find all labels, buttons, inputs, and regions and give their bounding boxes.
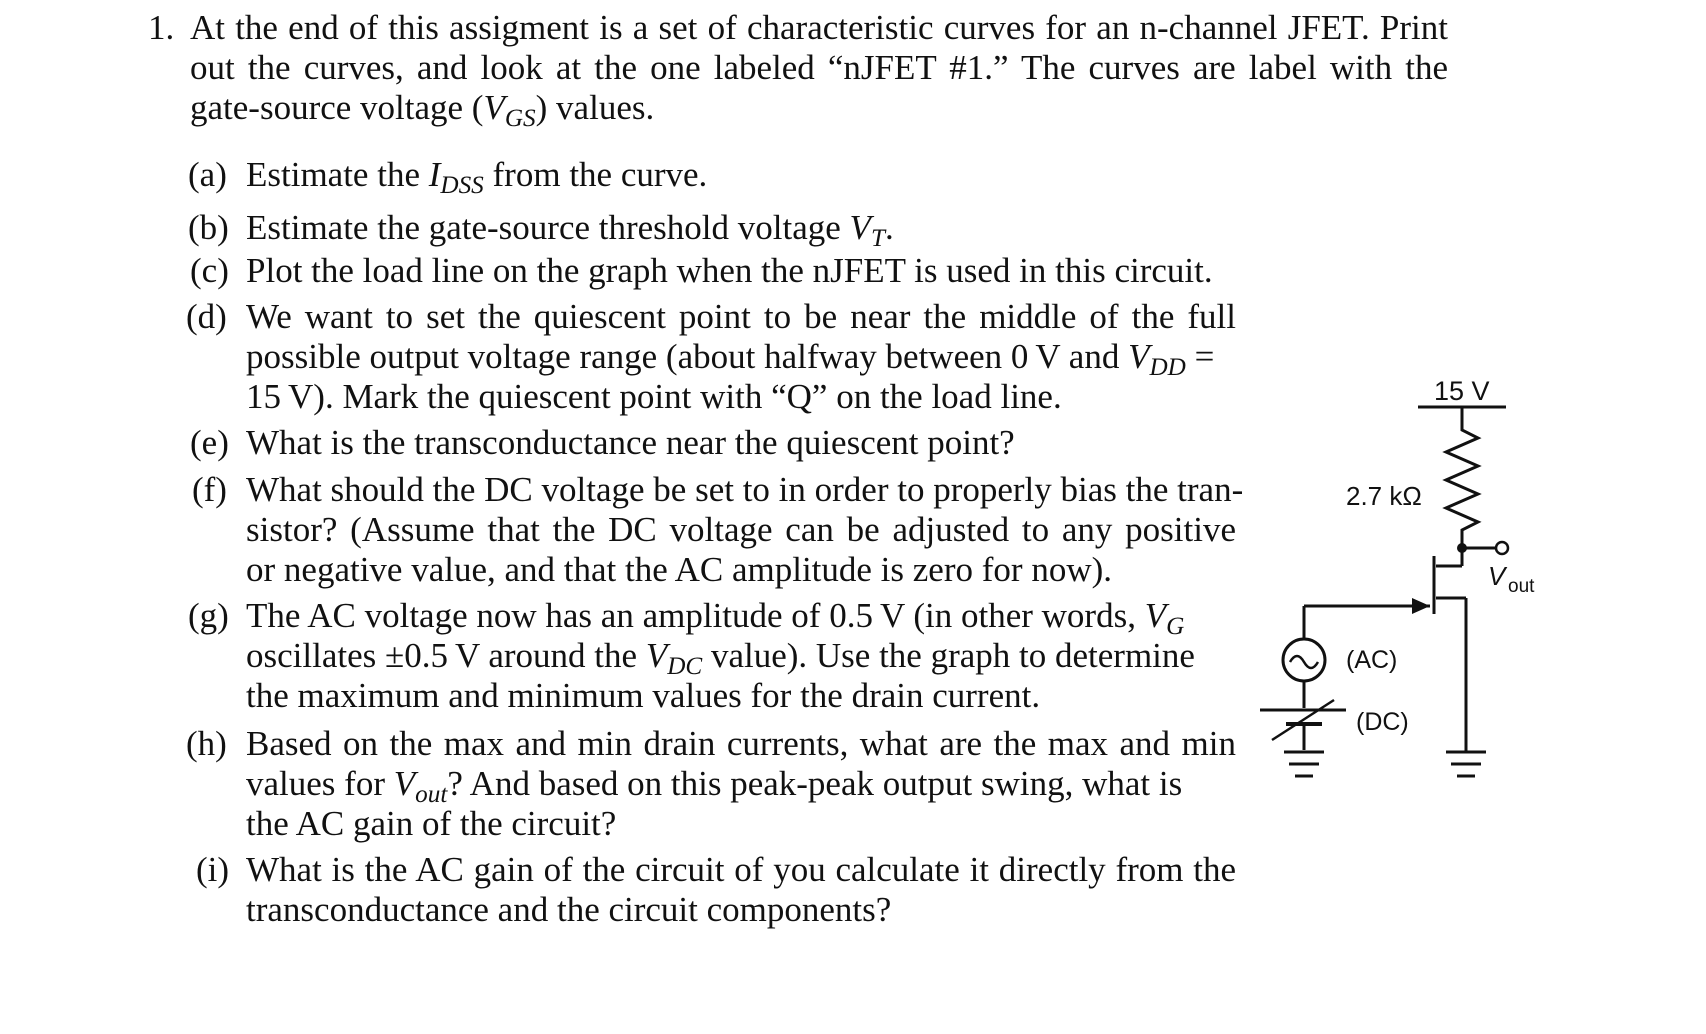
part-d-line-3: 15 V). Mark the quiescent point with “Q” on the load line.: [246, 377, 1062, 416]
vgs-var: V: [483, 88, 505, 127]
ac-label: (AC): [1346, 646, 1398, 674]
resistor-icon: [1446, 407, 1478, 548]
part-d-line-1: We want to set the quiescent point to be near the middle of the full: [246, 297, 1236, 336]
idss-sub: DSS: [440, 172, 484, 200]
part-h-line-3: the AC gain of the circuit?: [246, 804, 617, 843]
drain-junction-dot: [1457, 543, 1467, 553]
vt-var: V: [849, 208, 871, 247]
vg-var: V: [1144, 596, 1167, 635]
part-d-seg: =: [1185, 337, 1215, 376]
vout-label-var: V: [1488, 561, 1506, 591]
idss-var: I: [428, 155, 441, 194]
question-line-3-pre: gate-source voltage (: [190, 88, 484, 127]
part-a-label: (a): [188, 155, 227, 194]
part-h-seg: ? And based on this peak-peak output swing, what is: [447, 764, 1183, 803]
part-i-line-2: transconductance and the circuit components?: [246, 890, 892, 929]
part-h-line-2: [246, 762, 1183, 809]
part-g-line-1: [246, 594, 1185, 641]
part-d-seg: possible output voltage range (about halfway between 0 V and: [246, 337, 1129, 376]
vout-terminal-icon: [1496, 542, 1508, 554]
question-line-3: [190, 86, 655, 133]
part-b-seg: .: [884, 208, 894, 247]
part-e-text: What is the transconductance near the quiescent point?: [246, 423, 1015, 462]
vdc-var: V: [645, 636, 668, 675]
part-i-label: (i): [196, 850, 230, 889]
part-h-label: (h): [186, 724, 227, 763]
vt-sub: T: [870, 225, 885, 253]
supply-label: 15 V: [1434, 376, 1490, 406]
part-a-text: [246, 153, 708, 200]
resistor-label: 2.7 kΩ: [1346, 481, 1422, 511]
part-g-seg: oscillates ±0.5 V around the: [246, 636, 646, 675]
ground-icon-right: [1446, 752, 1486, 776]
part-g-seg: The AC voltage now has an amplitude of 0.5 V (in other words,: [246, 596, 1145, 635]
part-d-label: (d): [186, 297, 227, 336]
part-d-line-2: [246, 335, 1236, 382]
gate-arrow-icon: [1412, 598, 1430, 614]
vg-sub: G: [1166, 613, 1185, 641]
part-c-text: Plot the load line on the graph when the nJFET is used in this circuit.: [246, 251, 1213, 290]
part-f-label: (f): [192, 470, 227, 509]
part-f-line-3: or negative value, and that the AC amplitude is zero for now).: [246, 550, 1112, 589]
ground-icon-left: [1284, 752, 1324, 776]
vout-label-sub: out: [1508, 576, 1535, 597]
part-g-seg: value). Use the graph to determine: [702, 636, 1195, 675]
part-e-label: (e): [190, 423, 229, 462]
part-c-label: (c): [190, 251, 229, 290]
part-g-line-3: the maximum and minimum values for the drain current.: [246, 676, 1041, 715]
part-b-seg: Estimate the gate-source threshold voltage: [246, 208, 850, 247]
question-line-1: At the end of this assigment is a set of characteristic curves for an n-channel JFET. Print: [190, 8, 1448, 47]
vdc-sub: DC: [667, 653, 703, 681]
question-line-2: out the curves, and look at the one labeled “nJFET #1.” The curves are label with the: [190, 48, 1448, 87]
part-b-label: (b): [188, 208, 229, 247]
part-i-line-1: What is the AC gain of the circuit of you calculate it directly from the: [246, 850, 1236, 889]
vout-sub: out: [415, 781, 448, 809]
vout-var: V: [393, 764, 416, 803]
vgs-sub: GS: [504, 105, 536, 133]
vdd-sub: DD: [1149, 354, 1186, 382]
dc-label: (DC): [1356, 708, 1409, 736]
part-b-text: [246, 206, 894, 253]
part-f-line-2: sistor? (Assume that the DC voltage can be adjusted to any positive: [246, 510, 1236, 549]
vdd-var: V: [1128, 337, 1150, 376]
part-h-seg: values for: [246, 764, 394, 803]
question-line-3-post: ) values.: [535, 88, 655, 127]
jfet-circuit-diagram: [1346, 376, 1706, 880]
part-g-label: (g): [188, 596, 229, 635]
part-a-seg: from the curve.: [483, 155, 708, 194]
question-number: 1.: [148, 8, 175, 47]
part-h-line-1: Based on the max and min drain currents, what are the max and min: [246, 724, 1236, 763]
part-g-line-2: [246, 634, 1195, 681]
part-a-seg: Estimate the: [246, 155, 429, 194]
part-f-line-1: What should the DC voltage be set to in order to properly bias the tran-: [246, 470, 1244, 509]
